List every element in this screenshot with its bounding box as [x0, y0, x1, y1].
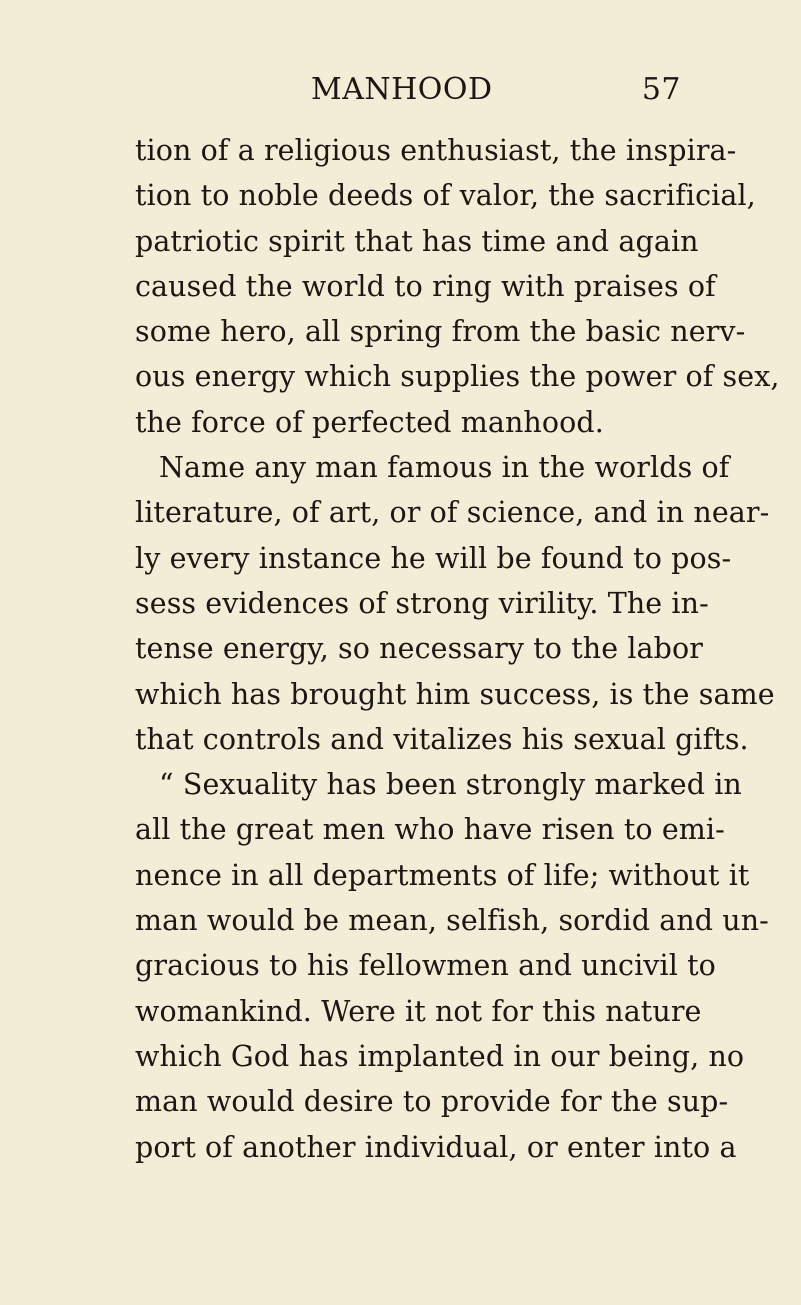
- text-line: port of another individual, or enter into a: [135, 1130, 737, 1164]
- text-line: patriotic spirit that has time and again: [135, 224, 699, 258]
- text-line: caused the world to ring with praises of: [135, 269, 716, 303]
- page-number: 57: [641, 72, 681, 107]
- text-line: that controls and vitalizes his sexual gifts.: [135, 722, 749, 756]
- page-header: [311, 72, 681, 112]
- text-line: some hero, all spring from the basic nerv-: [135, 315, 746, 349]
- text-line: ous energy which supplies the power of sex,: [135, 360, 780, 394]
- text-line: tion to noble deeds of valor, the sacrificial,: [135, 179, 756, 213]
- text-line: the force of perfected manhood.: [135, 405, 604, 439]
- text-line: which God has implanted in our being, no: [135, 1039, 745, 1073]
- text-line: man would desire to provide for the sup-: [135, 1085, 729, 1119]
- text-line: Name any man famous in the worlds of: [159, 451, 730, 485]
- text-line: nence in all departments of life; without it: [135, 858, 750, 892]
- text-line: tion of a religious enthusiast, the inspira-: [135, 134, 737, 167]
- text-line: gracious to his fellowmen and uncivil to: [135, 949, 716, 983]
- running-title: MANHOOD: [311, 72, 493, 107]
- text-line: sess evidences of strong virility. The in-: [135, 586, 709, 620]
- text-line: which has brought him success, is the same: [135, 677, 775, 711]
- text-line: tense energy, so necessary to the labor: [135, 632, 703, 666]
- text-line: man would be mean, selfish, sordid and un-: [135, 904, 769, 938]
- text-line: all the great men who have risen to emi-: [135, 813, 725, 847]
- text-line: ly every instance he will be found to pos-: [135, 541, 732, 575]
- text-line: womankind. Were it not for this nature: [135, 994, 702, 1028]
- text-line: literature, of art, or of science, and in near-: [135, 496, 770, 530]
- body-text: [135, 128, 780, 1170]
- text-line: “ Sexuality has been strongly marked in: [159, 768, 742, 802]
